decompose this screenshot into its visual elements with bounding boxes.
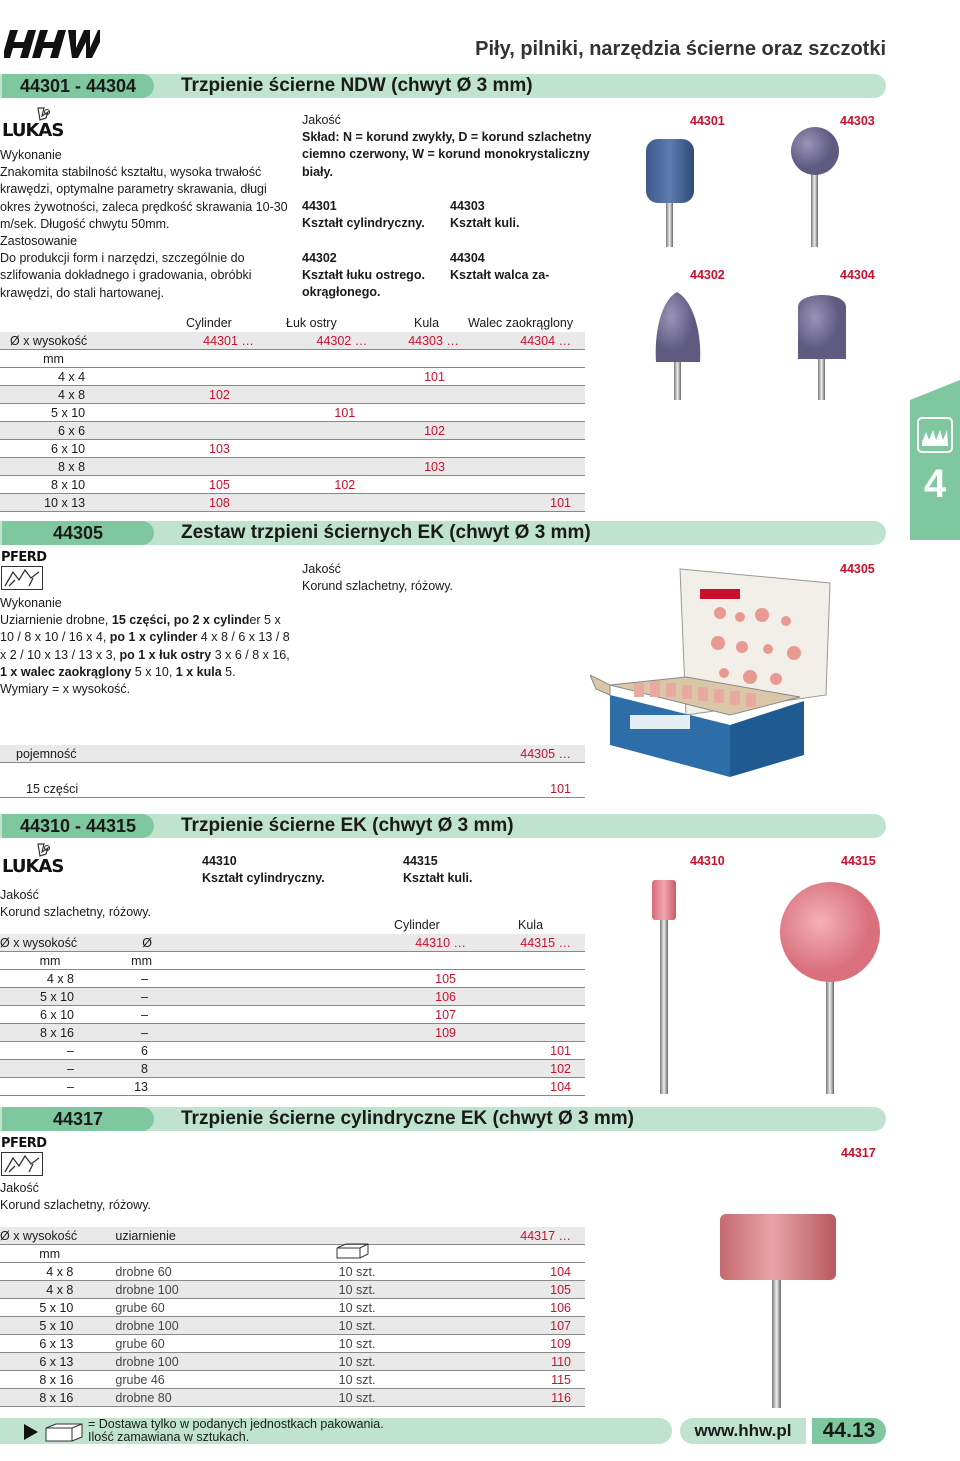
quality-value: Korund szlachetny, różowy. [0,1198,151,1213]
image-code: 44303 [840,114,875,128]
cell-value: 13 [80,1078,152,1096]
cell-value [371,494,473,512]
cell-value: 106 [375,1299,585,1317]
description-line [0,612,300,629]
cell-value: 116 [375,1389,585,1407]
description-line: Znakomita stabilność kształtu, wysoka trwałość [0,165,262,180]
quality-label: Jakość [302,562,341,576]
s2-table [0,745,585,798]
description-line: szlifowania dokładnego i gradowania, obróbki [0,268,252,283]
grit-label: uziarnienie [79,1227,178,1245]
lukas-logo [2,842,68,876]
cell-value: 10 szt. [179,1263,376,1281]
cell-value: 10 szt. [179,1371,376,1389]
s1-quality [302,112,602,181]
description-line: okres żywotności, zaleca prędkość skrawania 10-30 [0,199,288,214]
table-row [0,970,585,988]
cell-value: drobne 60 [79,1263,178,1281]
table-row [0,386,585,404]
quality-line: Skład: N = korund zwykły, D = korund szlachetny [302,130,592,145]
dim-label: Ø x wysokość [0,1227,79,1245]
unit-label: mm [0,952,80,970]
row-dimension: 4 x 8 [0,1263,79,1281]
cylinder-stone-image [640,125,700,250]
description-line [0,664,300,681]
text-run: Uziarnienie drobne, [0,613,112,628]
shape-44304 [450,250,549,284]
row-dimension: 5 x 10 [0,1317,79,1335]
section-code: 44317 [2,1107,154,1131]
cell-value [274,440,371,458]
row-dimension: 4 x 8 [0,1281,79,1299]
row-dimension: 5 x 10 [0,988,80,1006]
cell-value: 102 [470,1060,585,1078]
text-run: po 1 x łuk ostry [119,647,212,662]
footer-note [88,1418,384,1444]
description-line: m/sek. Długość chwytu 50mm. [0,216,170,231]
cell-value [470,988,585,1006]
cell-value: 107 [375,1317,585,1335]
quality-line: biały. [302,164,334,179]
cell-value [470,970,585,988]
row-label: 15 części [0,780,470,798]
cell-value: 101 [470,1042,585,1060]
s1-table [0,332,585,512]
code-header: 44315 … [470,934,585,952]
cell-value: drobne 80 [79,1389,178,1407]
code-header: 44317 … [375,1227,585,1245]
unit-label: mm [0,1245,79,1263]
quality-label: Jakość [0,888,39,902]
shape-desc: Kształt kuli. [450,216,520,231]
section-bar-44305 [0,521,886,545]
row-dimension: – [0,1042,80,1060]
code-header: 44310 … [152,934,470,952]
cell-value: 102 [371,422,473,440]
row-dimension: 6 x 6 [0,422,87,440]
table-row [0,1060,585,1078]
quality-value: Korund szlachetny, różowy. [0,905,151,920]
play-arrow-icon [24,1422,94,1442]
cell-value: drobne 100 [79,1317,178,1335]
cell-value: grube 60 [79,1335,178,1353]
text-run: 5. [221,664,236,679]
section-bar-44310 [0,814,886,838]
row-dimension: 6 x 10 [0,1006,80,1024]
text-run: 3 x 6 / 8 x 16, [211,647,290,662]
table-row [0,368,585,386]
cell-value: 109 [152,1024,470,1042]
shape-44301 [302,198,425,232]
cell-value: – [80,970,152,988]
text-run: er 5 x [249,613,281,628]
cell-value: 101 [274,404,371,422]
package-icon [46,1424,82,1441]
cell-value: 105 [152,970,470,988]
shape-44303 [450,198,519,232]
cell-value: 8 [80,1060,152,1078]
shape-desc: Kształt kuli. [403,871,473,886]
code-header: 44302 … [274,332,371,350]
brand-name: PFERD [1,1136,47,1151]
col-header-arch: Łuk ostry [286,316,337,330]
shape-code: 44315 [403,854,438,868]
shape-code: 44303 [450,199,485,213]
pink-ball-image [775,876,885,1096]
cell-value: 10 szt. [179,1335,376,1353]
col-header-ball: Kula [414,316,440,330]
text-run: 15 części, po 2 x cylind [111,613,250,628]
dim-label: Ø x wysokość [0,332,87,350]
cell-value [274,458,371,476]
cell-value: 6 [80,1042,152,1060]
chapter-number: 4 [923,462,947,506]
text-run: 5 x 10, [131,664,176,679]
cell-value [371,386,473,404]
row-dimension: 4 x 8 [0,386,87,404]
quality-value: Korund szlachetny, różowy. [302,579,453,594]
table-row [0,1042,585,1060]
cell-value: – [80,1006,152,1024]
cell-value [87,422,274,440]
table-row [0,1078,585,1096]
row-dimension: 6 x 13 [0,1335,79,1353]
cell-value [473,404,585,422]
row-dimension: 8 x 16 [0,1024,80,1042]
cell-value [152,1060,470,1078]
cell-value: – [80,1024,152,1042]
cell-value [152,1042,470,1060]
cell-value [87,404,274,422]
table-row [0,1317,585,1335]
shape-desc: Kształt cylindryczny. [302,216,425,231]
row-dimension: 5 x 10 [0,404,87,422]
image-code: 44304 [840,268,875,282]
cell-value: grube 60 [79,1299,178,1317]
table-row [0,422,585,440]
cell-value [470,1006,585,1024]
row-dimension: 5 x 10 [0,1299,79,1317]
image-code: 44317 [841,1146,876,1160]
section-title: Zestaw trzpieni ściernych EK (chwyt Ø 3 mm) [181,522,591,543]
table-row [0,1281,585,1299]
website-link[interactable]: www.hhw.pl [680,1418,806,1444]
cell-value: 10 szt. [179,1281,376,1299]
cell-value: – [80,988,152,1006]
subheading [0,595,300,612]
table-row [0,1353,585,1371]
table-row [0,1389,585,1407]
image-code: 44301 [690,114,725,128]
cell-value: 104 [470,1078,585,1096]
package-icon [179,1227,376,1245]
page-number: 44.13 [812,1418,886,1444]
row-dimension: 10 x 13 [0,494,87,512]
description-line [0,629,300,646]
cell-value: 102 [87,386,274,404]
shape-desc: Kształt cylindryczny. [202,871,325,886]
brand-name: LUKAS [2,856,64,877]
text-run: po 1 x cylinder [109,630,198,645]
subheading: Zastosowanie [0,234,78,249]
row-dimension: 4 x 4 [0,368,87,386]
row-dimension: 4 x 8 [0,970,80,988]
text-run: 1 x walec zaokrąglony [0,664,132,679]
pferd-logo [1,1136,45,1176]
cell-value [473,386,585,404]
description-line: krawędzi, do stali hartowanej. [0,285,164,300]
cell-value: 103 [87,440,274,458]
description-line [0,647,300,664]
cell-value: 103 [371,458,473,476]
s1-description [0,147,290,302]
pointed-arch-stone-image [650,290,710,402]
cell-value: 101 [473,494,585,512]
brand-name: LUKAS [2,120,64,141]
section-bar-44301 [0,74,886,98]
subheading: Wykonanie [0,148,62,162]
quality-label: Jakość [302,113,341,127]
cell-value [274,422,371,440]
section-code: 44301 - 44304 [2,74,154,98]
lukas-logo [2,106,68,140]
row-value: 101 [470,780,585,798]
s2-description [0,595,300,698]
table-row [0,476,585,494]
section-title: Trzpienie ścierne cylindryczne EK (chwyt Ø 3 mm) [181,1108,634,1129]
shape-44302 [302,250,425,284]
col-header-ball: Kula [518,918,544,932]
cell-value [87,368,274,386]
col-header-rounded: Walec zaokrąglony [468,316,574,330]
code-header: 44301 … [87,332,274,350]
cell-value [274,368,371,386]
footer-note-line: Ilość zamawiana w sztukach. [88,1430,250,1444]
shape-44315 [403,853,472,887]
code-header: 44303 … [371,332,473,350]
cell-value [371,476,473,494]
section-side-tab [910,380,960,540]
section-title: Trzpienie ścierne EK (chwyt Ø 3 mm) [181,815,514,836]
text-run: Wykonanie [0,596,62,610]
description-line: Do produkcji form i narzędzi, szczególnie do [0,251,245,266]
cell-value: 101 [371,368,473,386]
description-line [0,681,300,698]
table-row [0,1024,585,1042]
horse-icon [1,1152,43,1176]
s4-table [0,1227,585,1407]
table-row [0,494,585,512]
cell-value: 10 szt. [179,1317,376,1335]
rounded-cylinder-stone-image [794,285,854,402]
cell-value [473,458,585,476]
cell-value: 110 [375,1353,585,1371]
cell-value: drobne 100 [79,1281,178,1299]
unit-label: mm [80,952,152,970]
section-bar-44317 [0,1107,886,1131]
cell-value [470,1024,585,1042]
table-row [0,458,585,476]
capacity-label: pojemność [0,745,470,763]
text-run: 1 x kula [175,664,222,679]
row-dimension: 8 x 16 [0,1389,79,1407]
table-row [0,1006,585,1024]
cell-value: 10 szt. [179,1353,376,1371]
row-dimension: 8 x 8 [0,458,87,476]
code-header: 44305 … [470,745,585,763]
image-code: 44305 [840,562,875,576]
col-header-cylinder: Cylinder [394,918,440,932]
diameter-label: Ø [80,934,152,952]
footer-note-line: = Dostawa tylko w podanych jednostkach pakowania. [88,1417,384,1431]
unit-label: mm [0,350,87,368]
row-dimension: – [0,1078,80,1096]
row-dimension: 6 x 13 [0,1353,79,1371]
image-code: 44315 [841,854,876,868]
cell-value: 104 [375,1263,585,1281]
s3-table [0,934,585,1096]
row-dimension: 8 x 16 [0,1371,79,1389]
cell-value [473,440,585,458]
shape-code: 44301 [302,199,337,213]
pink-cylinder-image [645,876,685,1096]
cell-value: 108 [87,494,274,512]
s2-quality [302,561,453,595]
cell-value [371,404,473,422]
cell-value: 105 [87,476,274,494]
quality-line: ciemno czerwony, W = korund monokrystaliczny [302,147,590,162]
dim-label: Ø x wysokość [0,934,80,952]
cell-value: drobne 100 [79,1353,178,1371]
cell-value [152,1078,470,1096]
page-header-title: Piły, pilniki, narzędzia ścierne oraz szczotki [475,38,886,60]
pink-wide-cylinder-image [718,1210,840,1410]
cell-value: 106 [152,988,470,1006]
cell-value: 107 [152,1006,470,1024]
shape-code: 44310 [202,854,237,868]
table-row [0,1299,585,1317]
image-code: 44310 [690,854,725,868]
shape-desc-cont: okrągłonego. [302,285,381,299]
shape-desc: Kształt walca za- [450,268,550,283]
table-row [0,440,585,458]
cell-value: 109 [375,1335,585,1353]
quality-label: Jakość [0,1181,39,1195]
cell-value [473,368,585,386]
cell-value [87,458,274,476]
cell-value [473,476,585,494]
text-run: 4 x 8 / 6 x 13 / 8 [197,630,290,645]
description-line: krawędzi, optymalne parametry skrawania, długi [0,182,267,197]
cell-value [371,440,473,458]
hhw-logo [4,28,100,60]
cell-value [473,422,585,440]
table-row [0,1371,585,1389]
cell-value: grube 46 [79,1371,178,1389]
grinding-set-box-image [590,565,850,780]
cell-value: 10 szt. [179,1299,376,1317]
row-dimension: – [0,1060,80,1078]
package-icon [336,1243,370,1259]
cell-value: 115 [375,1371,585,1389]
col-header-cylinder: Cylinder [186,316,232,330]
text-run: x 2 / 10 x 13 / 13 x 3, [0,647,120,662]
text-run: Wymiary = x wysokość. [0,682,131,697]
table-row [0,404,585,422]
cell-value [274,494,371,512]
image-code: 44302 [690,268,725,282]
section-title: Trzpienie ścierne NDW (chwyt Ø 3 mm) [181,75,533,96]
section-code: 44310 - 44315 [2,814,154,838]
brand-name: PFERD [1,550,47,565]
shape-code: 44304 [450,251,485,265]
table-row [0,988,585,1006]
s3-quality [0,887,151,921]
shape-desc: Kształt łuku ostrego. [302,268,425,283]
cell-value: 10 szt. [179,1389,376,1407]
pferd-logo [1,550,45,590]
cell-value: 102 [274,476,371,494]
table-row [0,1263,585,1281]
shape-44310 [202,853,325,887]
table-row [0,1335,585,1353]
s4-quality [0,1180,151,1214]
cell-value: 105 [375,1281,585,1299]
text-run: 10 / 8 x 10 / 16 x 4, [0,630,110,645]
code-header: 44304 … [473,332,585,350]
ball-stone-image [785,125,845,250]
row-dimension: 6 x 10 [0,440,87,458]
section-code: 44305 [2,521,154,545]
cell-value [274,386,371,404]
shape-code: 44302 [302,251,337,265]
row-dimension: 8 x 10 [0,476,87,494]
horse-icon [1,566,43,590]
